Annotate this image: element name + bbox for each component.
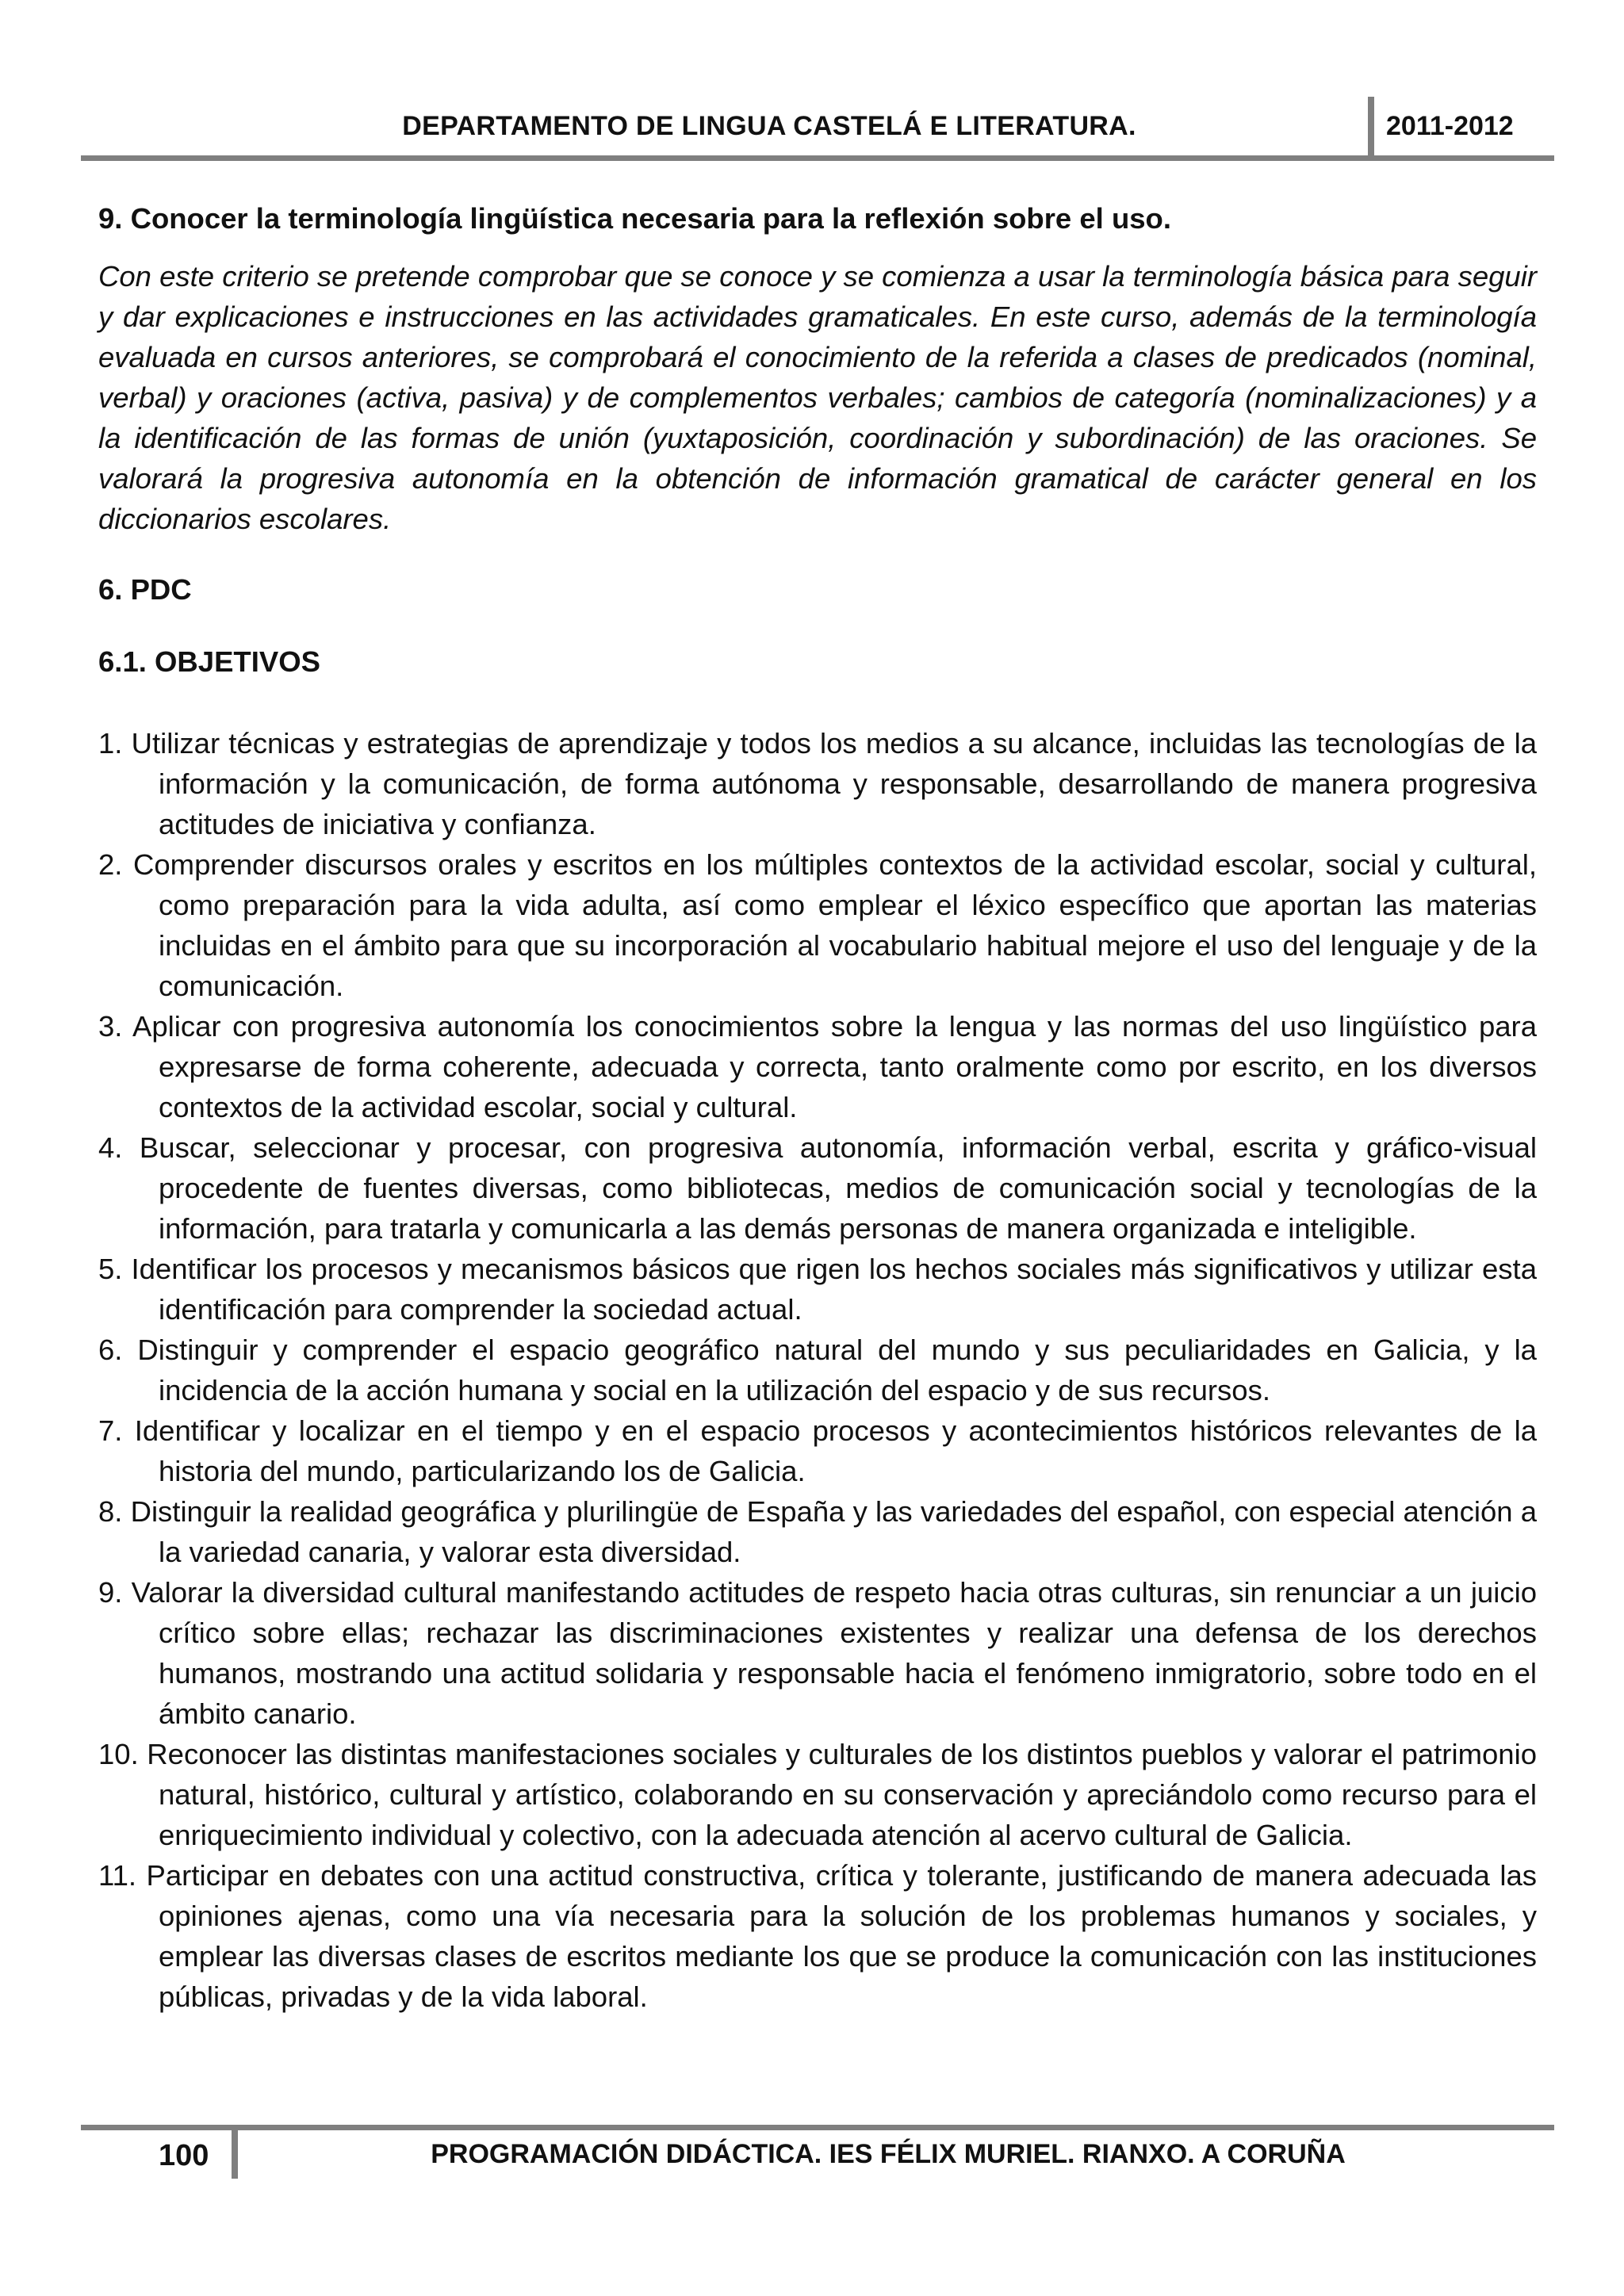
subsection-heading: 6.1. OBJETIVOS — [98, 645, 320, 678]
footer-title: PROGRAMACIÓN DIDÁCTICA. IES FÉLIX MURIEL. RIANXO. A CORUÑA — [431, 2139, 1346, 2169]
objective-item: 5. Identificar los procesos y mecanismos básicos que rigen los hechos sociales más significativos y utilizar esta identificación para comprender la sociedad actual. — [98, 1253, 1537, 1326]
header-rule — [81, 155, 1554, 161]
header-divider — [1368, 97, 1374, 160]
section-heading: 6. PDC — [98, 573, 192, 606]
page-number: 100 — [159, 2139, 209, 2172]
objective-item: 9. Valorar la diversidad cultural manifestando actitudes de respeto hacia otras culturas, sin renunciar a un juicio crítico sobre ellas; rechazar las discriminaciones existentes y realizar una defensa de los derechos humanos, mostrando una actitud solidaria y responsable hacia el fenómeno inmigratorio, sobre todo en el ámbito canario. — [98, 1576, 1537, 1730]
objective-item: 3. Aplicar con progresiva autonomía los conocimientos sobre la lengua y las normas del uso lingüístico para expresarse de forma coherente, adecuada y correcta, tanto oralmente como por escrito, en los diversos contextos de la actividad escolar, social y cultural. — [98, 1010, 1537, 1123]
page-content — [98, 198, 1537, 2017]
header-title: DEPARTAMENTO DE LINGUA CASTELÁ E LITERATURA. — [402, 111, 1136, 141]
footer-divider — [232, 2128, 238, 2179]
footer-rule — [81, 2125, 1554, 2130]
header-year: 2011-2012 — [1386, 111, 1514, 141]
objective-item: 8. Distinguir la realidad geográfica y plurilingüe de España y las variedades del español, con especial atención a la variedad canaria, y valorar esta diversidad. — [98, 1495, 1537, 1568]
criterion-text: Con este criterio se pretende comprobar que se conoce y se comienza a usar la terminología básica para seguir y dar explicaciones e instrucciones en las actividades gramaticales. En este curso, además de la terminología evaluada en cursos anteriores, se comprobará el conocimiento de la referida a clases de predicados (nominal, verbal) y oraciones (activa, pasiva) y de complementos verbales; cambios de categoría (nominalizaciones) y a la identificación de las formas de unión (yuxtaposición, coordinación y subordinación) de las oraciones. Se valorará la progresiva autonomía en la obtención de información gramatical de carácter general en los diccionarios escolares. — [98, 260, 1537, 535]
objective-item: 10. Reconocer las distintas manifestaciones sociales y culturales de los distintos pueblos y valorar el patrimonio natural, histórico, cultural y artístico, colaborando en su conservación y apreciándolo como recurso para el enriquecimiento individual y colectivo, con la adecuada atención al acervo cultural de Galicia. — [98, 1738, 1537, 1851]
objective-item: 1. Utilizar técnicas y estrategias de aprendizaje y todos los medios a su alcance, incluidas las tecnologías de la información y la comunicación, de forma autónoma y responsable, desarrollando de manera progresiva actitudes de iniciativa y confianza. — [98, 727, 1537, 840]
objective-item: 7. Identificar y localizar en el tiempo y en el espacio procesos y acontecimientos históricos relevantes de la historia del mundo, particularizando los de Galicia. — [98, 1414, 1537, 1487]
objectives-list — [98, 723, 1537, 2017]
objective-item: 4. Buscar, seleccionar y procesar, con progresiva autonomía, información verbal, escrita y gráfico-visual procedente de fuentes diversas, como bibliotecas, medios de comunicación social y tecnologías de la información, para tratarla y comunicarla a las demás personas de manera organizada e inteligible. — [98, 1131, 1537, 1245]
objective-item: 11. Participar en debates con una actitud constructiva, crítica y tolerante, justificando de manera adecuada las opiniones ajenas, como una vía necesaria para la solución de los problemas humanos y sociales, y emplear las diversas clases de escritos mediante los que se produce la comunicación con las instituciones públicas, privadas y de la vida laboral. — [98, 1859, 1537, 2013]
objective-item: 2. Comprender discursos orales y escritos en los múltiples contextos de la actividad escolar, social y cultural, como preparación para la vida adulta, así como emplear el léxico específico que aportan las materias incluidas en el ámbito para que su incorporación al vocabulario habitual mejore el uso del lenguaje y de la comunicación. — [98, 848, 1537, 1002]
criterion-title: 9. Conocer la terminología lingüística necesaria para la reflexión sobre el uso. — [98, 202, 1171, 235]
objective-item: 6. Distinguir y comprender el espacio geográfico natural del mundo y sus peculiaridades en Galicia, y la incidencia de la acción humana y social en la utilización del espacio y de sus recursos. — [98, 1334, 1537, 1406]
page-header — [0, 0, 1624, 166]
